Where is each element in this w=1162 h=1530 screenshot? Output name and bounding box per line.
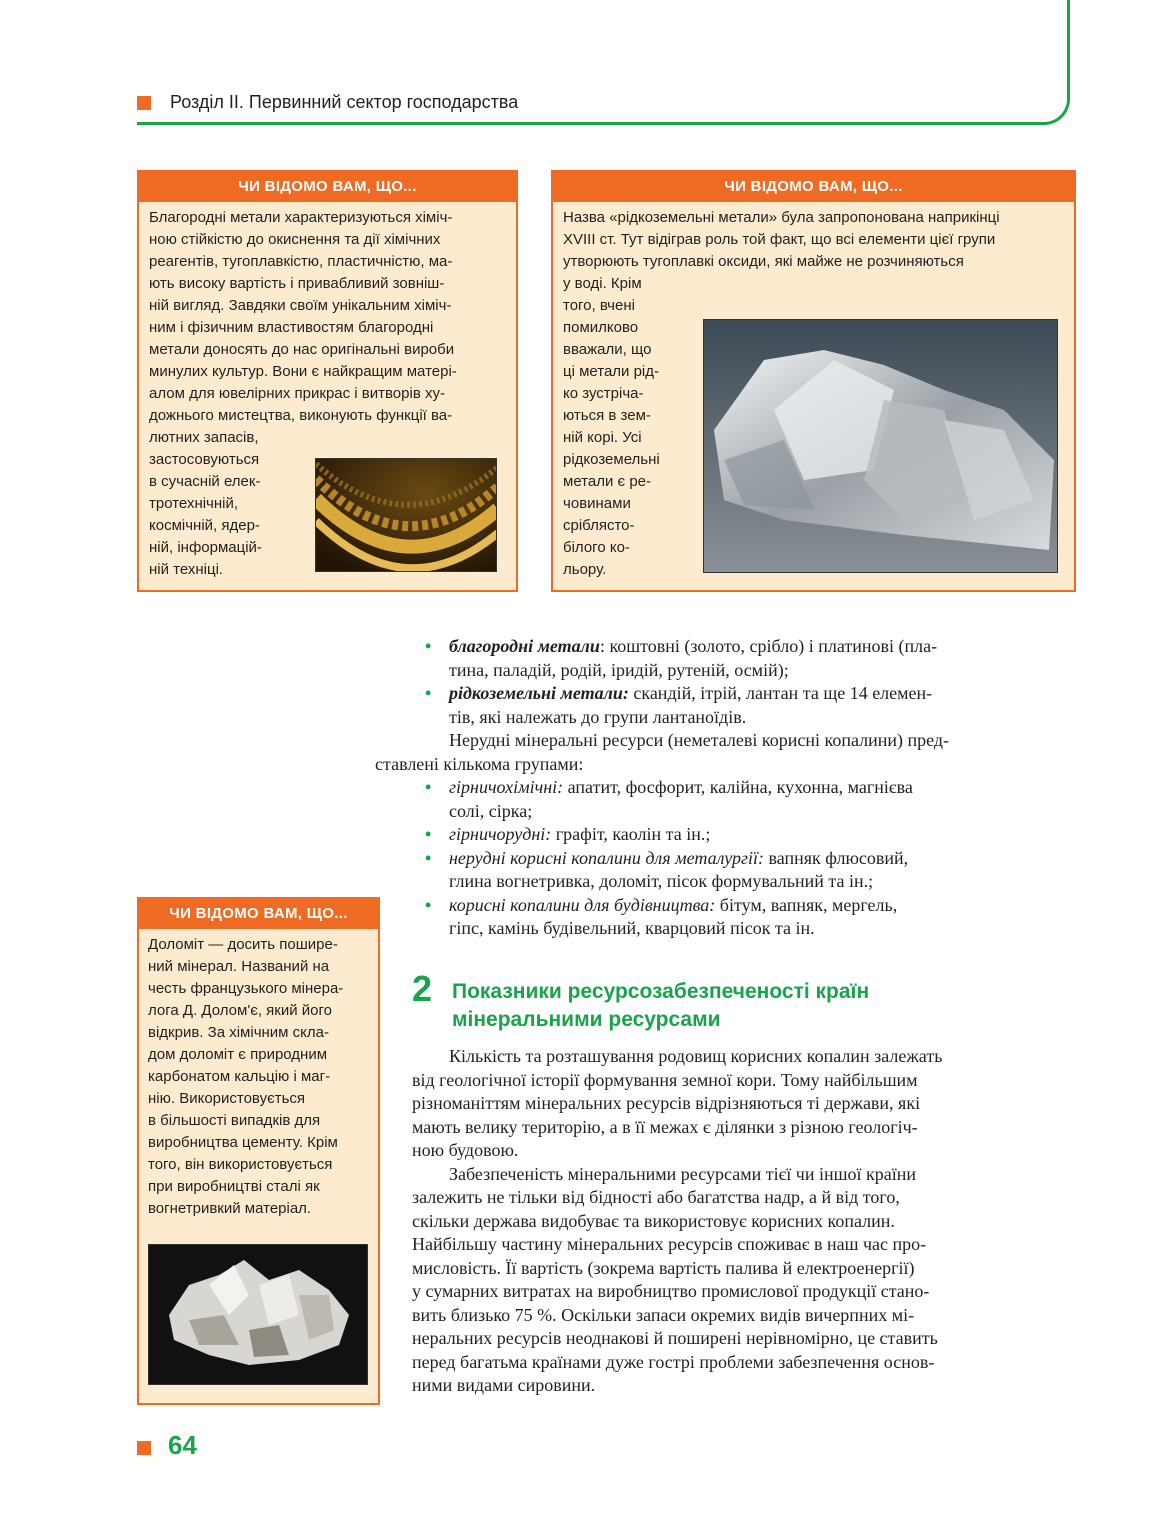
- item-text: вапняк флюсовий,: [763, 847, 909, 868]
- item-text-cont: тина, паладій, родій, іридій, рутеній, осмій);: [449, 659, 789, 680]
- gold-pectoral-image: [316, 459, 497, 572]
- metals-list: [412, 635, 1072, 729]
- rare-earth-metal-photo: [703, 319, 1058, 573]
- item-text: скандій, ітрій, лантан та ще 14 елемен-: [628, 683, 933, 703]
- text-line: ній техніці.: [149, 561, 224, 578]
- list-item: [412, 823, 1072, 847]
- paragraph-line: ставлені кількома групами:: [375, 753, 584, 774]
- text-line: Доломіт — досить пошире-: [148, 936, 338, 953]
- header-border-curve: [1040, 0, 1070, 125]
- text-line: ній вигляд. Завдяки своїм унікальним хіміч-: [149, 297, 452, 314]
- text-line: човинами: [563, 495, 631, 512]
- text-line: льору.: [563, 561, 607, 578]
- box-heading: ЧИ ВІДОМО ВАМ, ЩО...: [139, 172, 516, 202]
- list-item: [412, 847, 1072, 894]
- term: благородні метали: [449, 636, 600, 656]
- text-line: сріблясто-: [563, 517, 635, 534]
- section-title-line: мінеральними ресурсами: [452, 1008, 721, 1031]
- text-line: дом доломіт є природним: [148, 1046, 328, 1063]
- section-title: [452, 978, 872, 1034]
- item-text-cont: глина вогнетривка, доломіт, пісок формувальний та ін.;: [449, 871, 874, 891]
- list-item: [412, 635, 1072, 682]
- rare-earth-metal-image: [704, 320, 1058, 573]
- item-text: бітум, вапняк, мергель,: [715, 894, 898, 915]
- list-item: [412, 682, 1072, 729]
- term: корисні копалини для будівництва:: [449, 894, 716, 915]
- text-line: того, він використовується: [148, 1156, 333, 1173]
- item-text-cont: тів, які належать до групи лантаноїдів.: [449, 706, 747, 727]
- section-number: 2: [412, 968, 433, 1009]
- box-heading: ЧИ ВІДОМО ВАМ, ЩО...: [553, 172, 1074, 202]
- text-line: честь французького мінера-: [148, 980, 344, 997]
- text-line: ний мінерал. Названий на: [148, 958, 330, 975]
- text-line: в більшості випадків для: [148, 1112, 321, 1129]
- term: гірничорудні:: [449, 824, 552, 844]
- paragraph-line: залежить не тільки від бідності або багатства надр, а й від того,: [412, 1187, 900, 1207]
- bullet-icon: •: [425, 636, 432, 656]
- text-line: виробництва цементу. Крім: [148, 1134, 338, 1151]
- paragraph-line: Кількість та розташування родовищ корисних копалин залежать: [449, 1046, 943, 1066]
- paragraph-line: Нерудні мінеральні ресурси (неметалеві корисні копалини) пред-: [449, 730, 950, 750]
- bullet-icon: •: [425, 777, 432, 797]
- paragraph-line: мисловість. Її вартість (зокрема вартість палива й електроенергії): [412, 1257, 915, 1278]
- dolomite-image: [149, 1245, 368, 1385]
- term: гірничохімічні:: [449, 777, 564, 797]
- text-line: ці метали рід-: [563, 363, 660, 380]
- text-line: реагентів, тугоплавкістю, пластичністю, ма-: [149, 253, 453, 270]
- page-marker: [137, 1441, 151, 1455]
- paragraph-line: вить близько 75 %. Оскільки запаси окремих видів вичерпних мі-: [412, 1304, 915, 1325]
- header-rule: [137, 122, 1047, 125]
- text-line: рідкоземельні: [563, 451, 660, 468]
- bullet-icon: •: [425, 847, 432, 868]
- text-line: XVIII ст. Тут відіграв роль той факт, що всі елементи цієї групи: [563, 231, 996, 248]
- text-line: дожнього мистецтва, виконують функції ва-: [149, 407, 453, 424]
- paragraph-line: у сумарних витратах на виробництво промислової продукції стано-: [412, 1281, 930, 1301]
- text-line: ються в зем-: [563, 407, 651, 424]
- paragraph-line: ною будовою.: [412, 1140, 519, 1160]
- bullet-icon: •: [425, 824, 432, 844]
- term: нерудні корисні копалини для металургії:: [449, 847, 764, 868]
- bullet-icon: •: [425, 894, 432, 915]
- page-number: 64: [168, 1430, 197, 1460]
- text-line: лога Д. Долом'є, який його: [148, 1002, 332, 1019]
- box-text: [139, 929, 378, 1220]
- paragraph-line: ними видами сировини.: [412, 1375, 596, 1395]
- paragraph-line: від геологічної історії формування земної кори. Тому найбільшим: [412, 1069, 918, 1090]
- term: рідкоземельні метали:: [449, 683, 629, 703]
- nonmetal-list: [412, 776, 1072, 941]
- bullet-icon: •: [425, 683, 432, 703]
- text-line: лютних запасів,: [149, 429, 259, 446]
- text-line: метали доносять до нас оригінальні вироби: [149, 341, 455, 358]
- list-item: [412, 776, 1072, 823]
- gold-pectoral-photo: [315, 458, 497, 572]
- text-line: ко зустріча-: [563, 385, 644, 402]
- paragraph-line: Забезпеченість мінеральними ресурсами тієї чи іншої країни: [449, 1163, 916, 1184]
- item-text: коштовні (золото, срібло) і платинові (пла-: [604, 636, 938, 656]
- item-text-cont: гіпс, камінь будівельний, кварцовий пісок та ін.: [449, 918, 815, 938]
- term-sep: :: [599, 636, 605, 656]
- section-title-line: Показники ресурсозабезпеченості країн: [452, 980, 870, 1003]
- text-line: утворюють тугоплавкі оксиди, які майже не розчиняються: [563, 253, 964, 270]
- text-line: ній, інформацій-: [149, 539, 262, 556]
- paragraph-line: Найбільшу частину мінеральних ресурсів споживає в наш час про-: [412, 1234, 927, 1254]
- paragraph-line: скільки держава видобуває та використовує корисних копалин.: [412, 1210, 895, 1231]
- paragraph-line: перед багатьма країнами дуже гострі проблеми забезпечення основ-: [412, 1351, 935, 1372]
- text-line: ним і фізичним властивостям благородні: [149, 319, 434, 336]
- paragraph-1: [412, 1045, 1072, 1163]
- text-line: відкрив. За хімічним скла-: [148, 1024, 329, 1041]
- item-text: графіт, каолін та ін.;: [551, 824, 711, 844]
- paragraph-line: мають велику територію, а в її межах є ділянки з різною геологіч-: [412, 1116, 918, 1137]
- text-line: Назва «рідкоземельні метали» була запропонована наприкінці: [563, 209, 1000, 226]
- text-line: застосовуються: [149, 451, 260, 468]
- text-line: космічній, ядер-: [149, 517, 260, 534]
- chapter-title: Розділ ІІ. Первинний сектор господарства: [170, 92, 519, 112]
- dolomite-photo: [148, 1244, 368, 1385]
- text-line: помилково: [563, 319, 639, 336]
- text-line: тротехнічній,: [149, 495, 239, 512]
- text-line: метали є ре-: [563, 473, 652, 490]
- text-line: ють високу вартість і привабливий зовніш-: [149, 275, 445, 292]
- text-line: ною стійкістю до окиснення та дії хімічних: [149, 231, 441, 248]
- paragraph-line: різноманіттям мінеральних ресурсів відрізняються ті держави, які: [412, 1093, 921, 1113]
- text-line: білого ко-: [563, 539, 630, 556]
- text-line: у воді. Крім: [563, 275, 642, 292]
- text-line: при виробництві сталі як: [148, 1178, 320, 1195]
- text-line: в сучасній елек-: [149, 473, 261, 490]
- metals-list-block: [375, 635, 1072, 941]
- text-line: ній корі. Усі: [563, 429, 642, 446]
- text-line: того, вчені: [563, 297, 635, 314]
- text-line: вогнетривкий матеріал.: [148, 1200, 312, 1217]
- header-marker: [137, 96, 151, 110]
- body-text: [412, 1045, 1072, 1398]
- text-line: Благородні метали характеризуються хіміч-: [149, 209, 453, 226]
- text-line: нію. Використовується: [148, 1090, 306, 1107]
- box-heading: ЧИ ВІДОМО ВАМ, ЩО...: [139, 899, 378, 929]
- item-text-cont: солі, сірка;: [449, 800, 533, 821]
- item-text: апатит, фосфорит, калійна, кухонна, магнієва: [563, 777, 913, 797]
- text-line: карбонатом кальцію і маг-: [148, 1068, 331, 1085]
- list-item: [412, 894, 1072, 941]
- paragraph-line: неральних ресурсів неоднакові й поширені нерівномірно, це ставить: [412, 1328, 938, 1348]
- nonmetal-paragraph: [375, 729, 1072, 776]
- paragraph-2: [412, 1163, 1072, 1398]
- text-line: алом для ювелірних прикрас і витворів ху-: [149, 385, 445, 402]
- text-line: минулих культур. Вони є найкращим матері-: [149, 363, 457, 380]
- text-line: вважали, що: [563, 341, 652, 358]
